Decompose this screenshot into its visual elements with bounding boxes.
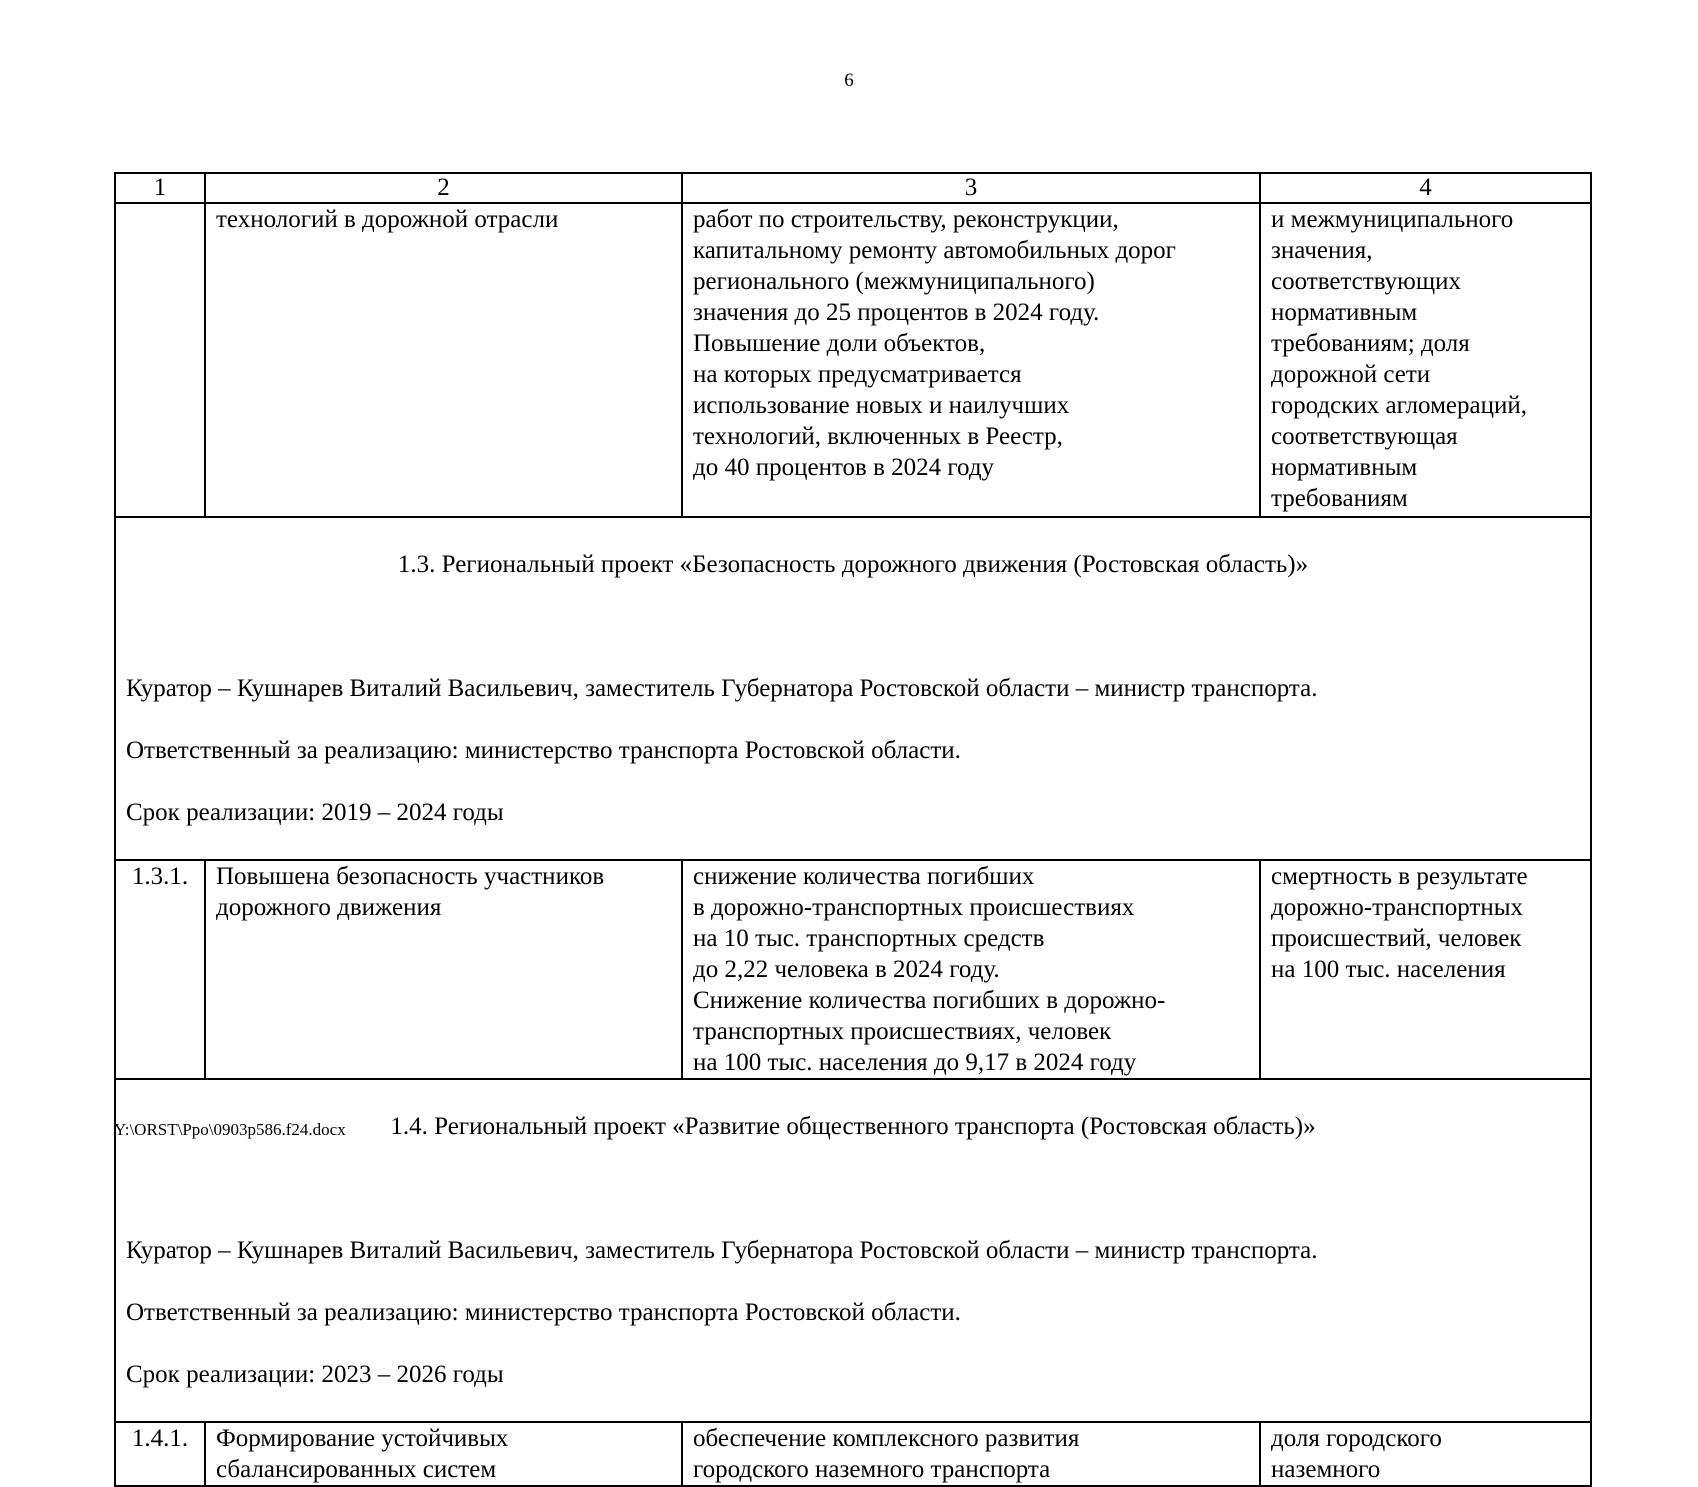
- continuation-col2-cell: технологий в дорожной отрасли: [205, 203, 682, 517]
- page-number: 6: [844, 70, 854, 91]
- section-header-row: [115, 517, 1591, 860]
- column-header-4: 4: [1260, 173, 1591, 203]
- row-col3-cell: снижение количества погибших в дорожно-транспортных происшествиях на 10 тыс. транспортных средств до 2,22 человека в 2024 году. Снижение количества погибших в дорожно- транспортных происшествиях, человек на 100 тыс. населения до 9,17 в 2024 году: [682, 860, 1260, 1079]
- section-curator: Куратор – Кушнарев Виталий Васильевич, заместитель Губернатора Ростовской области – министр транспорта.: [126, 1237, 1318, 1264]
- section-header-cell: [115, 517, 1591, 860]
- continuation-col4-cell: и межмуниципального значения, соответствующих нормативным требованиям; доля дорожной сети городских агломераций, соответствующая нормативным требованиям: [1260, 203, 1591, 517]
- row-number-cell: 1.4.1.: [115, 1422, 205, 1486]
- section-curator: Куратор – Кушнарев Виталий Васильевич, заместитель Губернатора Ростовской области – министр транспорта.: [126, 675, 1318, 702]
- section-term: Срок реализации: 2023 – 2026 годы: [126, 1361, 504, 1388]
- row-col2-cell: Повышена безопасность участников дорожного движения: [205, 860, 682, 1079]
- table-header-row: [115, 173, 1591, 203]
- column-header-3: 3: [682, 173, 1260, 203]
- section-spacer: [126, 1173, 1580, 1204]
- section-title: 1.3. Региональный проект «Безопасность дорожного движения (Ростовская область)»: [397, 551, 1309, 578]
- row-number-cell: 1.3.1.: [115, 860, 205, 1079]
- table-row: [115, 860, 1591, 1079]
- document-table: [114, 172, 1592, 1487]
- section-responsible: Ответственный за реализацию: министерство транспорта Ростовской области.: [126, 737, 961, 764]
- continuation-num-cell: [115, 203, 205, 517]
- section-spacer: [126, 611, 1580, 642]
- column-header-1: 1: [115, 173, 205, 203]
- continuation-row: [115, 203, 1591, 517]
- section-title: 1.4. Региональный проект «Развитие общественного транспорта (Ростовская область)»: [390, 1113, 1316, 1140]
- row-col4-cell: доля городского наземного: [1260, 1422, 1591, 1486]
- column-header-2: 2: [205, 173, 682, 203]
- row-col4-cell: смертность в результате дорожно-транспортных происшествий, человек на 100 тыс. населения: [1260, 860, 1591, 1079]
- table-row: [115, 1422, 1591, 1486]
- row-col2-cell: Формирование устойчивых сбалансированных систем: [205, 1422, 682, 1486]
- continuation-col3-cell: работ по строительству, реконструкции, капитальному ремонту автомобильных дорог регионального (межмуниципального) значения до 25 процентов в 2024 году. Повышение доли объектов, на которых предусматривается использование новых и наилучших технологий, включенных в Реестр, до 40 процентов в 2024 году: [682, 203, 1260, 517]
- section-responsible: Ответственный за реализацию: министерство транспорта Ростовской области.: [126, 1299, 961, 1326]
- section-term: Срок реализации: 2019 – 2024 годы: [126, 799, 504, 826]
- row-col3-cell: обеспечение комплексного развития городского наземного транспорта: [682, 1422, 1260, 1486]
- footer-file-path: Y:\ORST\Ppo\0903p586.f24.docx: [114, 1120, 346, 1139]
